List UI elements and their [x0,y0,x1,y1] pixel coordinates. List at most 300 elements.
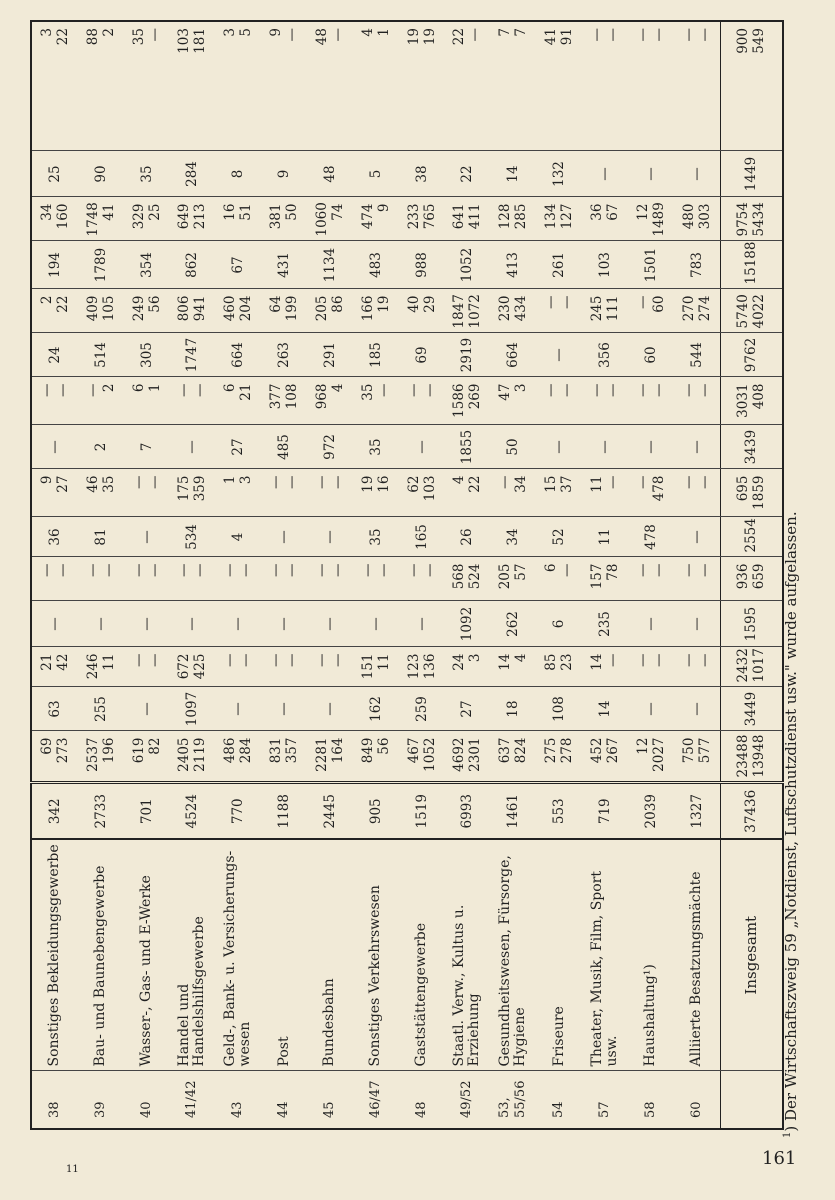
cell-value: 6 [130,383,147,393]
cell-value: — [634,295,651,309]
cell-value: 1052 [421,737,438,772]
cell-c14: 90 [78,151,124,197]
cell-c7 [215,469,261,517]
cell-c9 [78,377,124,425]
cell-value: — [238,653,255,667]
table-row [31,21,78,1129]
cell-c12: 483 [353,241,399,289]
cell-c13 [261,197,307,241]
cell-value: — [634,28,651,42]
cell-c3 [536,647,582,687]
cell-c15 [490,21,536,151]
cell-total: 1188 [261,783,307,839]
cell-c2: 255 [78,687,124,731]
cell-value: 1 [222,475,239,485]
cell-c15 [170,21,216,151]
cell-value: 1017 [751,648,768,683]
cell-c1 [490,731,536,783]
cell-value: 6 [222,383,239,393]
cell-value: 6 [543,563,560,573]
cell-c6: — [307,517,353,557]
cell-value: 900 [735,28,752,54]
cell-c11 [261,289,307,333]
cell-value: 831 [268,737,285,764]
cell-value: — [84,563,101,577]
cell-c2: 3449 [720,687,783,731]
cell-c7 [31,469,78,517]
cell-total: 4524 [170,783,216,839]
cell-value: 941 [192,295,209,322]
cell-c4: — [170,601,216,647]
cell-value: 23 [559,653,576,671]
cell-c14: 1449 [720,151,783,197]
cell-c15 [124,21,170,151]
cell-c13 [215,197,261,241]
total-row [720,21,783,1129]
cell-c10: 263 [261,333,307,377]
cell-c15 [582,21,628,151]
cell-c12: 354 [124,241,170,289]
row-label: Theater, Musik, Film, Sport usw. [582,839,628,1071]
cell-value: 1489 [650,202,667,237]
cell-c7 [536,469,582,517]
cell-value: 22 [451,28,468,46]
cell-c2: — [261,687,307,731]
cell-value: — [588,28,605,42]
cell-value: 695 [735,475,752,502]
cell-value: 409 [84,295,101,322]
cell-value: 275 [543,737,560,764]
cell-total: 701 [124,783,170,839]
cell-value: 7 [497,28,514,37]
cell-c5 [124,557,170,601]
cell-value: — [405,563,422,577]
cell-c8: 3439 [720,425,783,469]
cell-c14: 38 [399,151,445,197]
cell-total: 2733 [78,783,124,839]
row-label: Haushaltung¹) [628,839,674,1071]
cell-value: 273 [54,737,71,764]
cell-c13 [78,197,124,241]
cell-c6: 52 [536,517,582,557]
cell-value: 11 [588,475,605,493]
cell-value: 2537 [84,737,101,772]
cell-value: 15 [543,475,560,493]
cell-value: — [634,653,651,667]
cell-c10: 9762 [720,333,783,377]
cell-c9 [353,377,399,425]
row-code: 45 [321,1101,337,1118]
cell-c14: 25 [31,151,78,197]
cell-c8: 485 [261,425,307,469]
cell-c4: — [399,601,445,647]
row-label: Sonstiges Bekleidungsgewerbe [31,839,78,1071]
cell-value: 269 [467,383,484,410]
cell-value: 91 [559,28,576,46]
cell-c1 [536,731,582,783]
cell-c2: — [124,687,170,731]
cell-c8: — [170,425,216,469]
cell-c5 [445,557,491,601]
cell-value: 329 [130,203,147,230]
cell-c6: 35 [353,517,399,557]
cell-value: 85 [543,653,560,671]
footnote-text: ) Der Wirtschaftszweig 59 „Notdienst, Luftschutzdienst usw." wurde aufgelassen. [782,511,800,1132]
cell-value: 213 [192,203,209,230]
cell-value: 57 [513,563,530,581]
cell-c8: — [536,425,582,469]
cell-total: 553 [536,783,582,839]
cell-c14: 9 [261,151,307,197]
cell-c10: 1747 [170,333,216,377]
cell-value: 377 [268,383,285,410]
cell-c4: 1595 [720,601,783,647]
cell-value: 47 [497,383,514,401]
cell-value: 134 [543,203,560,230]
row-code: 58 [642,1101,658,1118]
cell-value: 12 [634,203,651,221]
cell-value: — [696,28,713,42]
cell-value: — [604,28,621,42]
cell-value: 103 [176,28,193,54]
cell-c12: 67 [215,241,261,289]
row-label: Gesundheitswesen, Fürsorge, Hygiene [490,839,536,1071]
cell-c4: 6 [536,601,582,647]
cell-value: 411 [467,203,484,230]
cell-c15 [31,21,78,151]
cell-c9 [215,377,261,425]
cell-c11 [31,289,78,333]
cell-c1 [170,731,216,783]
cell-value: 111 [604,295,621,322]
cell-c2: 27 [445,687,491,731]
cell-c4: — [628,601,674,647]
cell-c9 [399,377,445,425]
cell-value: 69 [38,737,55,755]
row-label: Geld-, Bank- u. Versicherungs-wesen [215,839,261,1071]
cell-value: — [222,653,239,667]
cell-value: — [38,383,55,397]
cell-total: 1327 [674,783,720,839]
cell-c1 [674,731,720,783]
cell-c7 [353,469,399,517]
cell-value: — [634,563,651,577]
cell-value: 278 [559,737,576,764]
cell-c6: 34 [490,517,536,557]
cell-value: 160 [54,203,71,230]
cell-value: 9 [38,475,55,485]
cell-value: 151 [359,653,376,680]
row-code: 39 [92,1101,108,1118]
cell-c4: — [124,601,170,647]
cell-c14: 22 [445,151,491,197]
cell-c7 [399,469,445,517]
cell-value: — [313,653,330,667]
cell-value: — [146,475,163,489]
cell-value: — [680,475,697,489]
cell-value: 267 [604,737,621,764]
cell-c1 [261,731,307,783]
cell-value: 1060 [313,202,330,237]
cell-value: 452 [588,737,605,764]
cell-c1 [628,731,674,783]
cell-c13 [353,197,399,241]
cell-value: 849 [359,737,376,764]
cell-c6: 11 [582,517,628,557]
cell-c2: 162 [353,687,399,731]
cell-c3 [170,647,216,687]
cell-value: 204 [238,295,255,322]
cell-c3 [674,647,720,687]
row-code: 49/52 [459,1080,475,1118]
cell-value: — [313,475,330,489]
cell-c5 [307,557,353,601]
cell-c15 [720,21,783,151]
cell-c13 [490,197,536,241]
cell-c15 [307,21,353,151]
cell-c7 [674,469,720,517]
cell-value: 672 [176,653,193,680]
cell-value: — [467,28,484,42]
cell-c15 [674,21,720,151]
cell-c1 [124,731,170,783]
cell-c3 [124,647,170,687]
cell-value: 35 [100,475,117,493]
cell-value: — [130,563,147,577]
cell-value: — [604,653,621,667]
cell-value: 2301 [467,737,484,772]
cell-value: 359 [192,475,209,502]
footnote-marker: 1 [782,1131,793,1138]
cell-value: 56 [146,295,163,313]
cell-value: — [375,563,392,577]
cell-c8: — [582,425,628,469]
table-row [124,21,170,1129]
cell-c12: 413 [490,241,536,289]
cell-c7 [628,469,674,517]
cell-c10: 291 [307,333,353,377]
cell-value: 577 [696,737,713,764]
cell-value: — [650,383,667,397]
cell-c5 [261,557,307,601]
cell-value: 157 [588,563,605,590]
cell-value: — [284,28,301,42]
cell-c6: 36 [31,517,78,557]
cell-value: — [405,383,422,397]
cell-c1 [78,731,124,783]
table-row [170,21,216,1129]
cell-c10: 24 [31,333,78,377]
row-label: Friseure [536,839,582,1071]
cell-value: 11 [375,653,392,671]
cell-c14: 14 [490,151,536,197]
cell-c1 [31,731,78,783]
cell-c6: — [124,517,170,557]
cell-value: 4 [513,653,530,663]
cell-value: 128 [497,203,514,230]
cell-value: 29 [421,295,438,313]
cell-c9 [582,377,628,425]
cell-c11 [170,289,216,333]
cell-value: — [359,563,376,577]
cell-value: 285 [513,203,530,230]
cell-value: 1 [375,28,392,37]
cell-c6: 2554 [720,517,783,557]
cell-value: 23488 [735,734,752,778]
cell-value: 46 [84,475,101,493]
cell-value: — [268,653,285,667]
cell-value: 16 [222,203,239,221]
cell-value: 2027 [650,737,667,772]
cell-total: 2445 [307,783,353,839]
cell-c10: 544 [674,333,720,377]
cell-c2: 1097 [170,687,216,731]
cell-value: — [238,563,255,577]
row-label: Gaststättengewerbe [399,839,445,1071]
cell-c11 [674,289,720,333]
cell-c9 [307,377,353,425]
cell-value: 467 [405,737,422,764]
cell-c11 [490,289,536,333]
row-code: 44 [276,1101,292,1118]
cell-c15 [445,21,491,151]
cell-value: — [100,563,117,577]
cell-c8: 972 [307,425,353,469]
cell-c11 [307,289,353,333]
cell-c4: — [353,601,399,647]
cell-value: 9754 [735,202,752,237]
cell-value: — [54,383,71,397]
cell-total: 1519 [399,783,445,839]
row-code: 54 [551,1101,567,1118]
cell-value: 24 [451,653,468,671]
cell-c14: — [674,151,720,197]
cell-c6: — [261,517,307,557]
cell-c12: 783 [674,241,720,289]
cell-c3 [307,647,353,687]
cell-value: 27 [54,475,71,493]
cell-c4: — [261,601,307,647]
cell-value: 9 [268,28,285,37]
cell-value: 357 [284,737,301,764]
cell-value: 659 [751,563,768,590]
cell-value: 103 [421,475,438,502]
cell-value: 3 [38,28,55,37]
cell-c6: 81 [78,517,124,557]
cell-c4: 235 [582,601,628,647]
cell-c4: 262 [490,601,536,647]
cell-c1 [582,731,628,783]
cell-value: — [650,563,667,577]
cell-value: 2281 [313,737,330,772]
cell-c7 [307,469,353,517]
cell-value: 196 [100,737,117,764]
cell-value: — [559,295,576,309]
cell-value: — [696,563,713,577]
cell-value: 3 [513,383,530,393]
cell-value: 233 [405,203,422,230]
cell-c5 [536,557,582,601]
cell-c5 [720,557,783,601]
cell-c2: 14 [582,687,628,731]
cell-value: 12 [634,737,651,755]
cell-c2: — [628,687,674,731]
cell-total: 37436 [720,783,783,839]
cell-value: 245 [588,295,605,322]
cell-value: 105 [100,295,117,322]
footnote [782,118,800,1138]
cell-c12: 194 [31,241,78,289]
table-row [536,21,582,1129]
cell-c14: — [582,151,628,197]
row-label: Alliierte Besatzungsmächte [674,839,720,1071]
row-code: 41/42 [184,1080,200,1118]
table-row [674,21,720,1129]
cell-value: 3 [222,28,239,37]
cell-value: 19 [359,475,376,493]
cell-value: 1 [146,383,163,393]
cell-c8: 1855 [445,425,491,469]
cell-value: 25 [146,203,163,221]
cell-c8: — [674,425,720,469]
row-label: Post [261,839,307,1071]
cell-value: 460 [222,295,239,322]
cell-c3 [353,647,399,687]
cell-value: 303 [696,203,713,230]
row-code: 43 [230,1101,246,1118]
cell-value: 5434 [751,202,768,237]
cell-value: — [284,653,301,667]
cell-value: 60 [650,295,667,313]
cell-c8: — [628,425,674,469]
cell-c15 [78,21,124,151]
cell-value: 42 [54,653,71,671]
cell-c14: 284 [170,151,216,197]
cell-value: 249 [130,295,147,322]
cell-c5 [674,557,720,601]
cell-c7 [445,469,491,517]
cell-c9 [261,377,307,425]
cell-value: 806 [176,295,193,322]
cell-value: — [680,28,697,42]
cell-c7 [78,469,124,517]
cell-value: — [421,383,438,397]
cell-c5 [399,557,445,601]
cell-value: — [604,475,621,489]
row-code: 57 [596,1101,612,1118]
cell-total: 719 [582,783,628,839]
cell-c5 [31,557,78,601]
cell-value: 7 [513,28,530,37]
row-code [720,1071,783,1129]
cell-c3 [78,647,124,687]
cell-value: 4 [329,383,346,393]
table-row [353,21,399,1129]
cell-value: — [497,475,514,489]
cell-c13 [674,197,720,241]
cell-c6: 165 [399,517,445,557]
cell-value: 478 [650,475,667,502]
cell-c8: 2 [78,425,124,469]
cell-c14: 5 [353,151,399,197]
cell-c6: 4 [215,517,261,557]
cell-value: 181 [192,28,209,54]
cell-value: 1748 [84,202,101,237]
cell-value: 230 [497,295,514,322]
cell-c5 [215,557,261,601]
cell-value: — [650,653,667,667]
cell-c11 [628,289,674,333]
